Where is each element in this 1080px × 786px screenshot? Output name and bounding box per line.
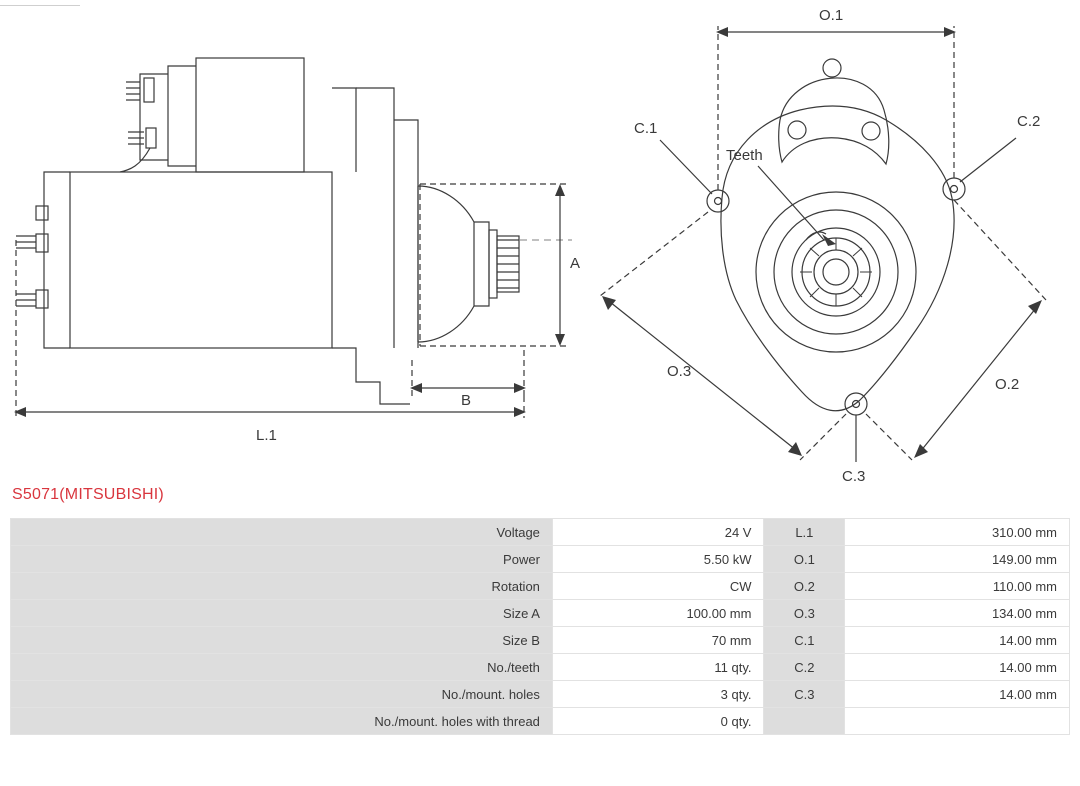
- spec-label: Size A: [11, 600, 553, 627]
- spec-value: 11 qty.: [552, 654, 764, 681]
- dim-label: C.3: [764, 681, 845, 708]
- dim-label: C.2: [764, 654, 845, 681]
- spec-value: 0 qty.: [552, 708, 764, 735]
- dim-value: 149.00 mm: [845, 546, 1070, 573]
- spec-label: No./mount. holes: [11, 681, 553, 708]
- dim-value: 310.00 mm: [845, 519, 1070, 546]
- spec-label: Rotation: [11, 573, 553, 600]
- spec-label: No./mount. holes with thread: [11, 708, 553, 735]
- table-row: [11, 654, 1070, 681]
- specification-table: [10, 518, 1070, 735]
- dim-value-empty: [845, 708, 1070, 735]
- dim-label-L1: L.1: [256, 427, 277, 444]
- spec-value: 70 mm: [552, 627, 764, 654]
- dim-label: L.1: [764, 519, 845, 546]
- part-title: S5071(MITSUBISHI): [12, 486, 164, 503]
- spec-label: Power: [11, 546, 553, 573]
- dim-value: 14.00 mm: [845, 681, 1070, 708]
- spec-label: No./teeth: [11, 654, 553, 681]
- spec-value: 5.50 kW: [552, 546, 764, 573]
- dim-label-O1: O.1: [819, 7, 844, 24]
- dim-label-A: A: [570, 255, 581, 272]
- table-row: [11, 573, 1070, 600]
- dim-label: O.1: [764, 546, 845, 573]
- spec-value: CW: [552, 573, 764, 600]
- dim-value: 110.00 mm: [845, 573, 1070, 600]
- dim-label-O2: O.2: [995, 376, 1020, 393]
- dim-value: 134.00 mm: [845, 600, 1070, 627]
- dim-label: O.2: [764, 573, 845, 600]
- dim-label-empty: [764, 708, 845, 735]
- spec-table-body: [11, 519, 1070, 735]
- label-teeth: Teeth: [726, 147, 763, 164]
- dim-value: 14.00 mm: [845, 627, 1070, 654]
- dim-label-C3: C.3: [842, 468, 866, 485]
- table-row: [11, 600, 1070, 627]
- dim-label: O.3: [764, 600, 845, 627]
- spec-value: 100.00 mm: [552, 600, 764, 627]
- dim-label-O3: O.3: [667, 363, 692, 380]
- table-row: [11, 627, 1070, 654]
- spec-value: 24 V: [552, 519, 764, 546]
- spec-label: Size B: [11, 627, 553, 654]
- table-row: [11, 519, 1070, 546]
- dim-label-C1: C.1: [634, 120, 658, 137]
- table-row: [11, 681, 1070, 708]
- spec-value: 3 qty.: [552, 681, 764, 708]
- dim-label-B: B: [461, 392, 472, 409]
- dim-value: 14.00 mm: [845, 654, 1070, 681]
- table-row: [11, 708, 1070, 735]
- spec-label: Voltage: [11, 519, 553, 546]
- dim-label-C2: C.2: [1017, 113, 1041, 130]
- dim-label: C.1: [764, 627, 845, 654]
- table-row: [11, 546, 1070, 573]
